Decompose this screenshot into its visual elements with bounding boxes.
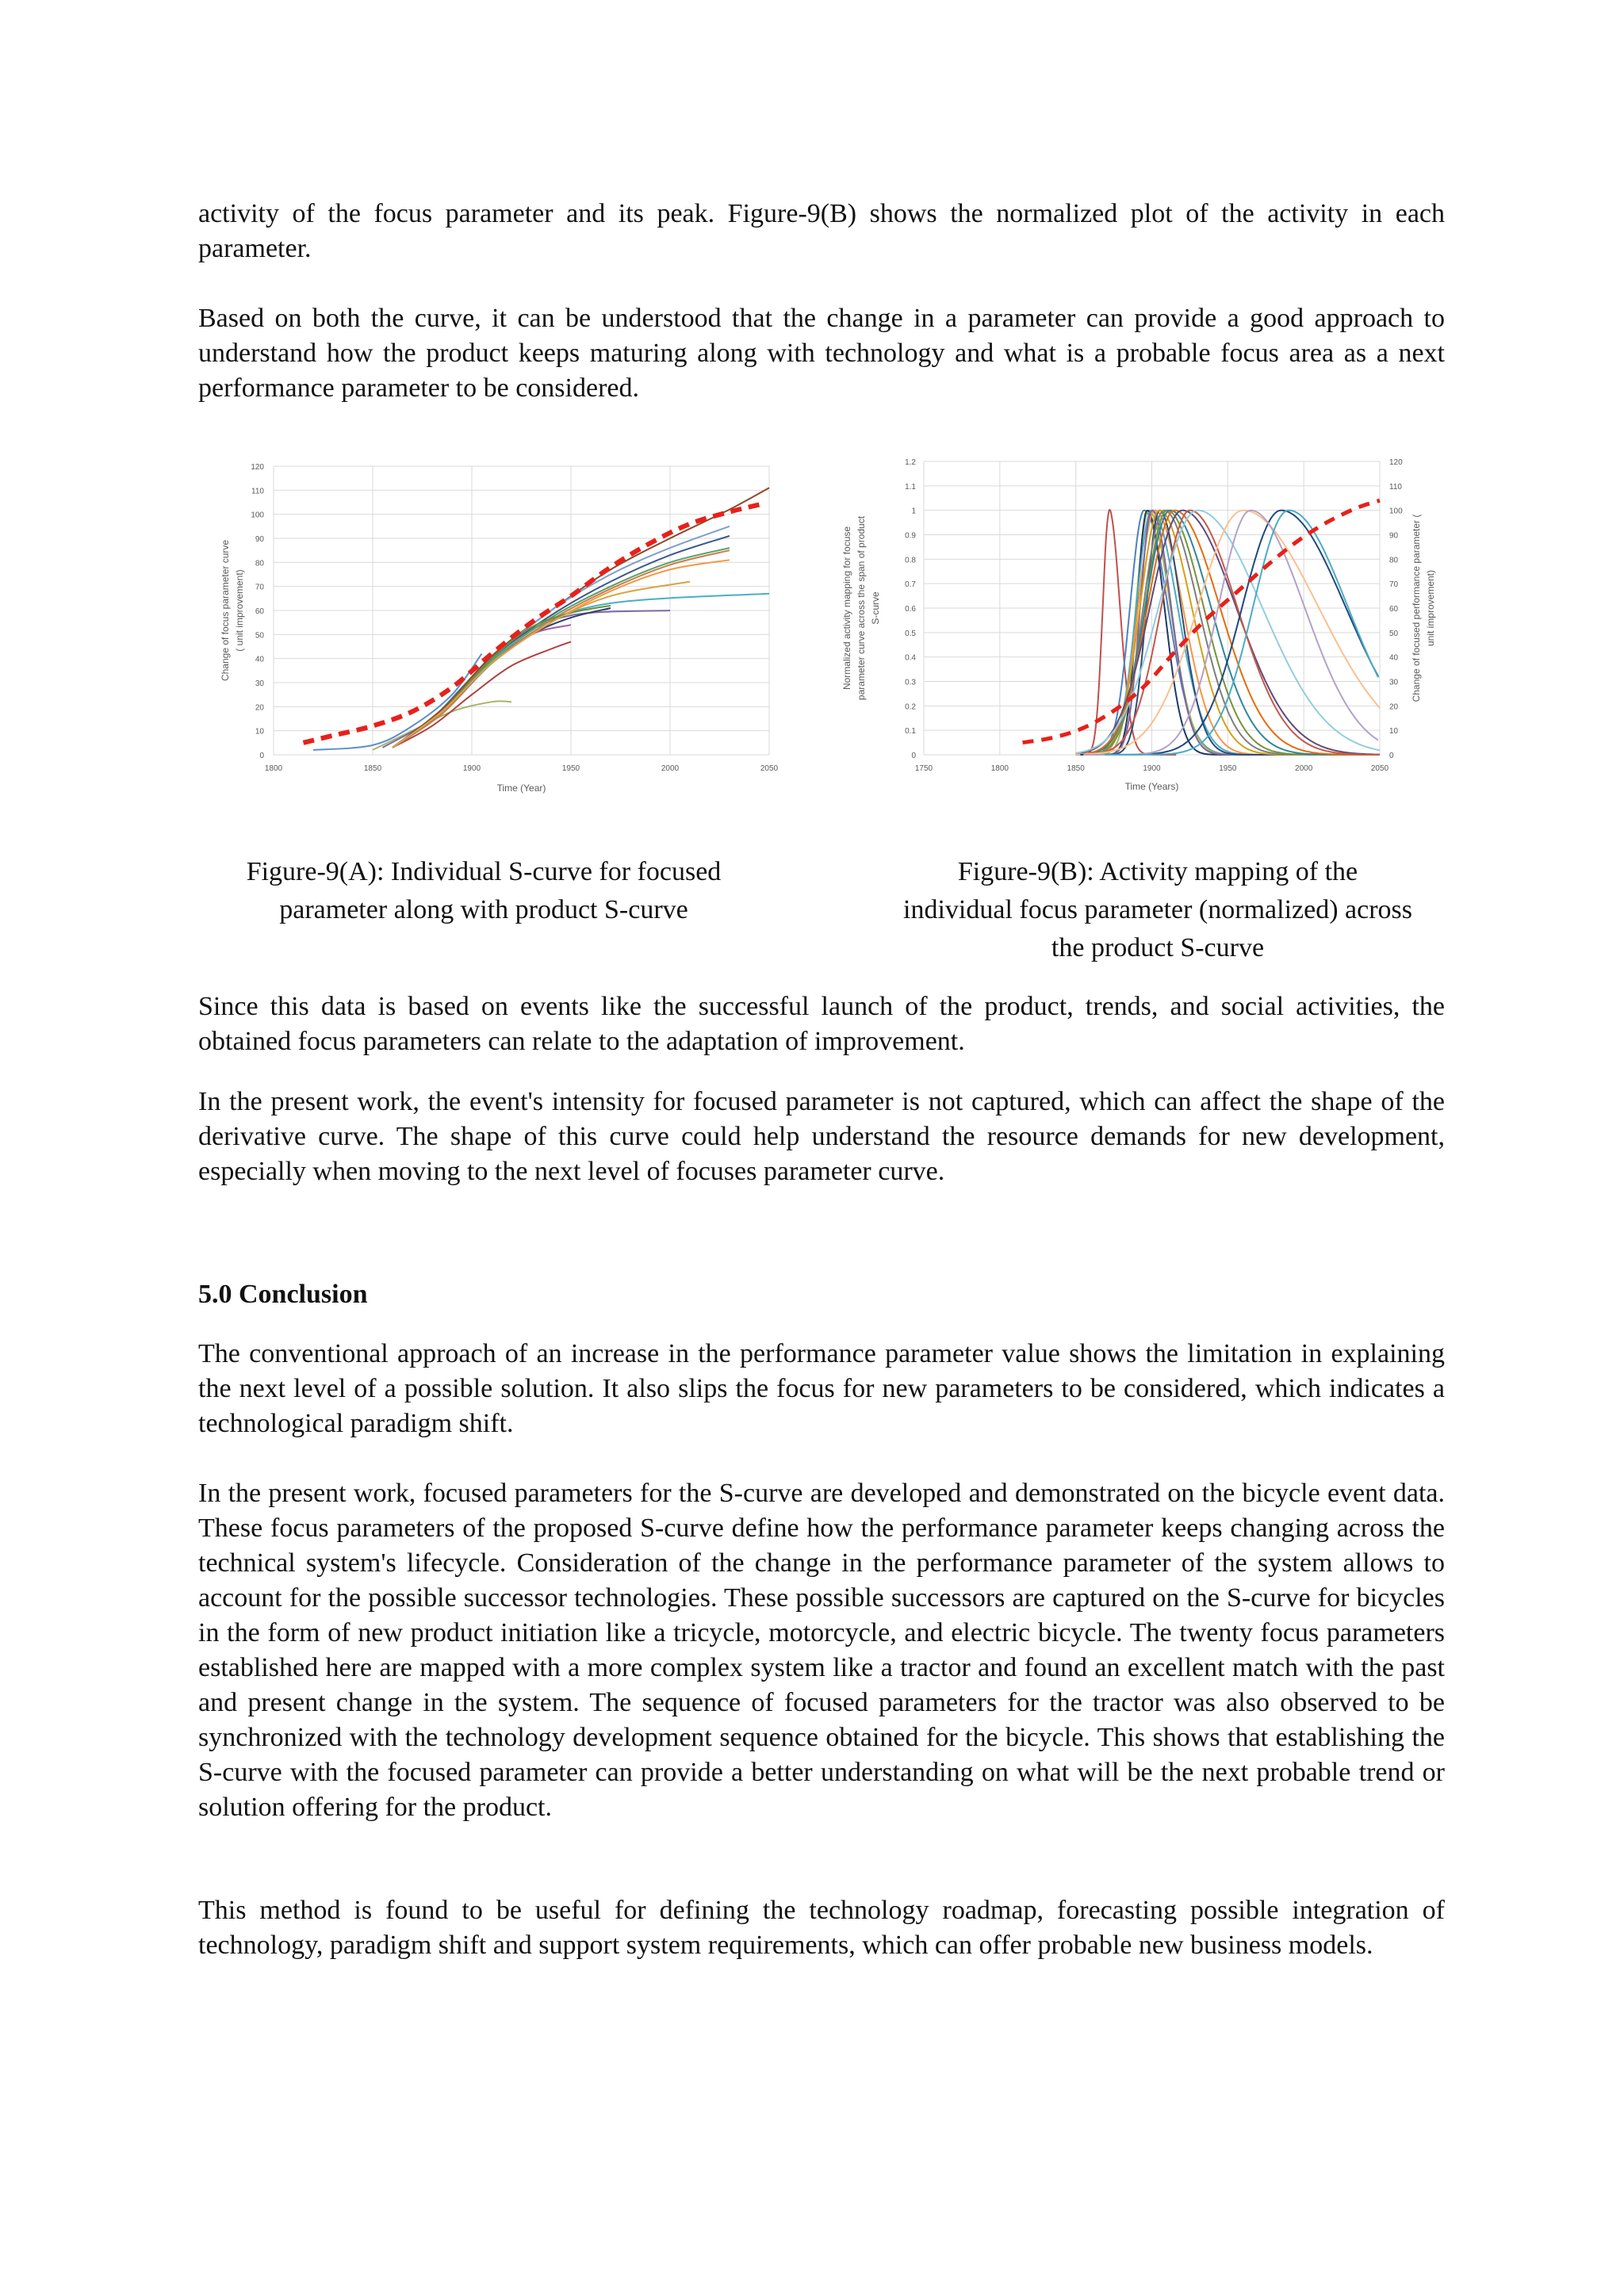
x-tick-label: 1800 [264, 764, 283, 773]
y-tick-label: 100 [251, 511, 264, 520]
y-tick-label: 20 [255, 703, 264, 713]
caption-b-line-3: the product S-curve [1051, 933, 1265, 962]
x-tick-label: 2000 [1295, 764, 1313, 773]
y-tick-label: 0.3 [905, 678, 916, 687]
y-axis-label: Change of focus parameter curve [220, 539, 231, 682]
paragraph-6: In the present work, focused parameters for the S-curve are developed and demonstrated on the bicycle event data. These focus parameters of the proposed S-curve define how the performance parameter keeps changing across the technical system's lifecycle. Consideration of the change in the performance parameter of the system allows to account for the possible successor technologies. These possible successors are captured on the S-curve for bicycles in the form of new product initiation like a tricycle, motorcycle, and electric bicycle. The twenty focus parameters established here are mapped with a more complex system like a tractor and found an excellent match with the past and present change in the system. The sequence of focused parameters for the tractor was also observed to be synchronized with the technology development sequence obtained for the bicycle. This shows that establishing the S-curve with the focused parameter can provide a better understanding on what will be the next probable trend or solution offering for the product. [198, 1479, 1445, 1822]
series-line [313, 654, 482, 750]
paragraph-7: This method is found to be useful for defining the technology roadmap, forecasting possible integration of technology, paradigm shift and support system requirements, which can offer probable new business models. [198, 1896, 1445, 1960]
y-tick-label: 1.1 [905, 482, 916, 492]
y-tick-label: 110 [251, 487, 264, 496]
x-tick-label: 1900 [462, 764, 481, 773]
figure-9a-chart [206, 452, 809, 817]
y-right-tick-label: 80 [1389, 556, 1399, 565]
figure-9a-caption [198, 853, 769, 929]
y-tick-label: 30 [255, 679, 264, 688]
y-tick-label: 50 [255, 631, 264, 641]
x-tick-label: 1950 [1219, 764, 1237, 773]
caption-b-line-2: individual focus parameter (normalized) across [903, 895, 1412, 924]
x-tick-label: 1850 [363, 764, 382, 773]
series-line [393, 488, 769, 748]
x-tick-label: 1900 [1143, 764, 1161, 773]
y-right-tick-label: 60 [1389, 605, 1399, 614]
x-tick-label: 1850 [1067, 764, 1085, 773]
y-right-tick-label: 20 [1389, 702, 1399, 712]
x-tick-label: 1800 [990, 764, 1009, 773]
y-axis-label-2: parameter curve across the span of product [856, 515, 867, 701]
y-tick-label: 1.2 [905, 458, 916, 467]
y-right-tick-label: 0 [1389, 752, 1394, 760]
y-right-tick-label: 50 [1389, 629, 1399, 638]
section-heading: 5.0 Conclusion [198, 1280, 368, 1309]
y-tick-label: 0.5 [905, 629, 916, 638]
y-tick-label: 0.2 [905, 702, 916, 712]
y-right-tick-label: 40 [1389, 653, 1399, 663]
figure-9b-caption [856, 853, 1459, 967]
series-line [393, 641, 571, 748]
x-tick-label: 1950 [561, 764, 580, 773]
x-tick-label: 2050 [1370, 764, 1389, 773]
y-right-axis-label: Change of focused performance parameter ( [1411, 514, 1422, 702]
y-right-tick-label: 30 [1389, 678, 1399, 687]
figure-9b-chart [833, 444, 1459, 809]
y-right-tick-label: 10 [1389, 727, 1399, 737]
y-tick-label: 0 [259, 752, 264, 760]
y-right-tick-label: 100 [1389, 507, 1403, 516]
caption-a-line-2: parameter along with product S-curve [279, 895, 688, 924]
series-line [393, 560, 730, 748]
y-right-tick-label: 110 [1389, 482, 1402, 492]
paragraph-3: Since this data is based on events like the successful launch of the product, trends, and social activities, the obtained focus parameters can relate to the adaptation of improvement. [198, 992, 1445, 1056]
y-tick-label: 120 [251, 463, 264, 472]
y-tick-label: 10 [255, 727, 264, 737]
y-tick-label: 40 [255, 655, 264, 664]
y-tick-label: 70 [255, 583, 264, 592]
y-tick-label: 60 [255, 607, 264, 616]
paragraph-4: In the present work, the event's intensity for focused parameter is not captured, which can affect the shape of the derivative curve. The shape of this curve could help understand the resource demands for new development, especially when moving to the next level of focuses parameter curve. [198, 1087, 1445, 1186]
x-tick-label: 2050 [760, 764, 779, 773]
y-tick-label: 0.1 [905, 727, 916, 737]
x-tick-label: 1750 [914, 764, 933, 773]
y-axis-label-2: ( unit improvement) [234, 569, 245, 652]
caption-b-line-1: Figure-9(B): Activity mapping of the [957, 857, 1358, 886]
y-tick-label: 0.7 [905, 580, 916, 590]
y-tick-label: 0.4 [905, 653, 916, 663]
y-axis-label: Normalized activity mapping for focuse [841, 526, 852, 691]
y-tick-label: 0.9 [905, 531, 916, 541]
y-right-tick-label: 70 [1389, 580, 1399, 590]
y-right-axis-label-2: unit improvement) [1425, 569, 1436, 647]
paragraph-2: Based on both the curve, it can be understood that the change in a parameter can provide a good approach to understand how the product keeps maturing along with technology and what is a probable focus area as a next performance parameter to be considered. [198, 304, 1445, 403]
y-axis-label-3: S-curve [870, 591, 881, 625]
x-axis-label: Time (Year) [496, 783, 546, 794]
y-tick-label: 80 [255, 559, 264, 568]
y-tick-label: 0 [911, 752, 916, 760]
y-tick-label: 0.6 [905, 605, 916, 614]
caption-a-line-1: Figure-9(A): Individual S-curve for focused [246, 857, 722, 886]
series-line [393, 594, 769, 748]
y-right-tick-label: 90 [1389, 531, 1399, 541]
y-tick-label: 0.8 [905, 556, 916, 565]
y-right-tick-label: 120 [1389, 458, 1403, 467]
x-tick-label: 2000 [661, 764, 680, 773]
y-tick-label: 1 [911, 507, 916, 516]
y-tick-label: 90 [255, 535, 264, 544]
paragraph-5: The conventional approach of an increase in the performance parameter value shows the limitation in explaining the next level of a possible solution. It also slips the focus for new parameters to be considered, which indicates a technological paradigm shift. [198, 1339, 1445, 1438]
x-axis-label: Time (Years) [1124, 781, 1179, 792]
paragraph-1: activity of the focus parameter and its peak. Figure-9(B) shows the normalized plot of the activity in each parameter. [198, 199, 1445, 263]
